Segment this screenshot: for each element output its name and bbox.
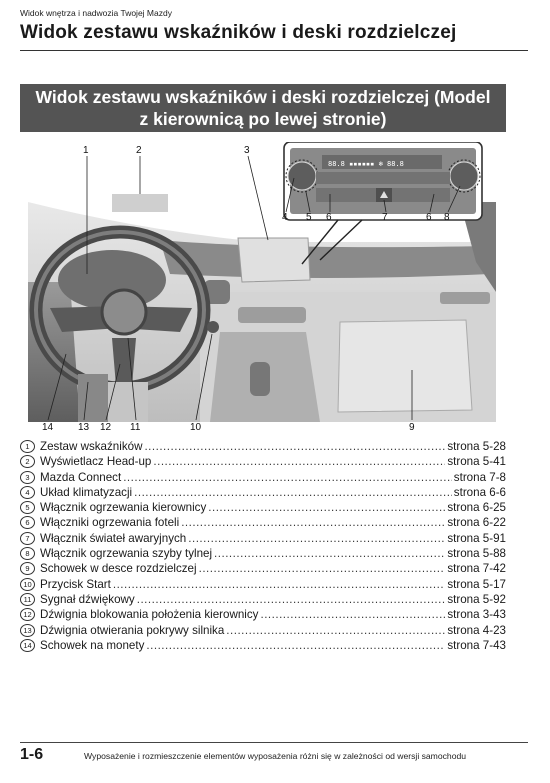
leader-dots <box>134 486 452 499</box>
callout-2: 2 <box>136 145 142 156</box>
leader-dots <box>123 471 452 484</box>
item-label: Dźwignia otwierania pokrywy silnika <box>40 623 225 637</box>
item-number: 12 <box>20 608 35 621</box>
item-number: 9 <box>20 562 35 575</box>
item-number: 4 <box>20 486 35 499</box>
item-number: 14 <box>20 639 35 652</box>
banner-line-2: z kierownicą po lewej stronie) <box>139 109 387 129</box>
item-page: strona 3-43 <box>447 608 506 622</box>
item-number: 8 <box>20 547 35 560</box>
leader-dots <box>199 562 446 575</box>
item-page: strona 6-6 <box>453 485 506 499</box>
item-number: 2 <box>20 455 35 468</box>
list-item <box>20 593 506 608</box>
list-item <box>20 501 506 516</box>
list-item <box>20 608 506 623</box>
item-number: 6 <box>20 516 35 529</box>
item-label: Włącznik ogrzewania kierownicy <box>40 501 207 515</box>
leader-dots <box>226 624 445 637</box>
callout-1: 1 <box>83 145 89 156</box>
leader-dots <box>181 516 445 529</box>
item-page: strona 6-25 <box>447 501 506 515</box>
item-label: Dźwignia blokowania położenia kierownicy <box>40 608 259 622</box>
item-page: strona 4-23 <box>447 623 506 637</box>
svg-text:88.8 ▪▪▪▪▪▪ ❄ 88.8: 88.8 ▪▪▪▪▪▪ ❄ 88.8 <box>328 160 404 168</box>
item-number: 10 <box>20 578 35 591</box>
leader-dots <box>137 593 446 606</box>
leader-dots <box>144 440 445 453</box>
callout-11: 11 <box>130 422 141 433</box>
page-title: Widok zestawu wskaźników i deski rozdzielczej <box>20 22 457 43</box>
header-divider <box>20 50 528 51</box>
list-item <box>20 440 506 455</box>
leader-dots <box>260 608 445 621</box>
item-label: Zestaw wskaźników <box>40 440 143 453</box>
callout-13: 13 <box>78 422 90 433</box>
callout-8: 8 <box>444 212 450 223</box>
item-label: Włącznik świateł awaryjnych <box>40 531 187 545</box>
item-label: Sygnał dźwiękowy <box>40 592 135 606</box>
item-label: Schowek w desce rozdzielczej <box>40 562 197 576</box>
footer-divider <box>20 742 528 743</box>
item-number: 13 <box>20 624 35 637</box>
leader-dots <box>153 455 445 468</box>
item-label: Włącznik ogrzewania szyby tylnej <box>40 547 213 561</box>
list-item <box>20 455 506 470</box>
item-page: strona 7-42 <box>447 562 506 576</box>
item-page: strona 5-91 <box>447 531 506 545</box>
callout-12: 12 <box>100 422 112 433</box>
list-item <box>20 578 506 593</box>
item-label: Wyświetlacz Head-up <box>40 455 152 469</box>
leader-dots <box>208 501 445 514</box>
dashboard-drawing <box>20 142 506 438</box>
list-item <box>20 486 506 501</box>
callout-4: 4 <box>282 212 288 223</box>
item-page: strona 7-43 <box>447 638 506 652</box>
callout-3: 3 <box>244 145 250 156</box>
list-item <box>20 562 506 577</box>
list-item <box>20 516 506 531</box>
list-item <box>20 624 506 639</box>
breadcrumb: Widok wnętrza i nadwozia Twojej Mazdy <box>20 8 172 18</box>
item-page: strona 7-8 <box>453 470 506 484</box>
item-page: strona 5-41 <box>447 455 506 469</box>
callout-10: 10 <box>190 422 202 433</box>
item-label: Włączniki ogrzewania foteli <box>40 516 180 530</box>
component-list <box>20 440 506 654</box>
leader-dots <box>188 532 445 545</box>
list-item <box>20 639 506 654</box>
callout-6b: 6 <box>426 212 432 223</box>
item-label: Przycisk Start <box>40 577 111 591</box>
leader-dots <box>146 639 445 652</box>
list-item <box>20 532 506 547</box>
leader-dots <box>214 547 445 560</box>
item-page: strona 6-22 <box>447 516 506 530</box>
item-page: strona 5-88 <box>447 547 506 561</box>
list-item <box>20 547 506 562</box>
banner-line-1: Widok zestawu wskaźników i deski rozdzielczej (Model <box>35 87 491 107</box>
callout-9: 9 <box>409 422 415 433</box>
item-label: Schowek na monety <box>40 638 145 652</box>
item-number: 11 <box>20 593 35 606</box>
callout-6a: 6 <box>326 212 332 223</box>
item-number: 3 <box>20 471 35 484</box>
item-number: 5 <box>20 501 35 514</box>
item-page: strona 5-28 <box>447 440 506 453</box>
page-number: 1-6 <box>20 746 44 763</box>
item-number: 1 <box>20 440 35 453</box>
dashboard-illustration <box>20 142 506 438</box>
item-page: strona 5-17 <box>447 577 506 591</box>
callout-14: 14 <box>42 422 54 433</box>
list-item <box>20 471 506 486</box>
section-banner <box>20 84 506 132</box>
callout-5: 5 <box>306 212 312 223</box>
item-page: strona 5-92 <box>447 592 506 606</box>
footer-note: Wyposażenie i rozmieszczenie elementów wyposażenia różni się w zależności od wersji samochodu <box>84 751 467 761</box>
item-label: Mazda Connect <box>40 470 122 484</box>
item-label: Układ klimatyzacji <box>40 485 133 499</box>
item-number: 7 <box>20 532 35 545</box>
callout-7: 7 <box>382 212 388 223</box>
leader-dots <box>113 578 445 591</box>
